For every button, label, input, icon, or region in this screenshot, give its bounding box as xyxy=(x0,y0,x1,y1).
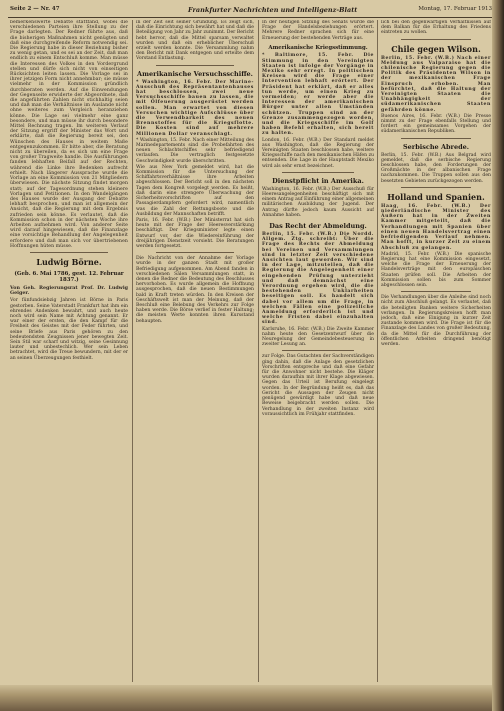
col4-divider-3 xyxy=(401,187,471,188)
feuilleton-byline: Von Geh. Regierungsrat Prof. Dr. Ludwig Geiger. xyxy=(10,284,128,297)
col4-headline-1: Chile gegen Wilson. xyxy=(391,43,481,54)
col2-body-top: in der Zeit seit seiner Gründung. Es zeigt sich, daß die Einrichtung sich bewährt hat und daß die Beteiligung von Jahr zu Jahr zunimmt. Der Bericht hebt hervor, daß die Mittel sparsam verwaltet wurden und daß ein erheblicher Überschuß erzielt werden konnte. Die Versammlung nahm den Bericht mit Dank entgegen und erteilte dem Vorstand Entlastung. xyxy=(136,20,254,62)
feuilleton-body: Vor fünfundsiebzig Jahren ist Börne in Paris gestorben. Seine Vaterstadt Frankfurt hat ihm ein ehrendes Andenken bewahrt, und auch heute noch wird sein Name mit Achtung genannt. Er war einer der ersten, die den Kampf für die Freiheit des Geistes mit der Feder führten, und seine Briefe aus Paris gehören zu den bedeutendsten Zeugnissen jener bewegten Zeit. Sein Stil war scharf und witzig, seine Gesinnung lauter und unbestechlich. Wer sein Leben betrachtet, wird die Treue bewundern, mit der er an seinen Überzeugungen festhielt. xyxy=(10,298,128,361)
col4-headline-3: Holland und Spanien. xyxy=(387,191,485,202)
column-rule-3 xyxy=(377,20,378,682)
column-3 xyxy=(262,20,374,682)
col2-divider-2 xyxy=(156,252,234,253)
col3-article-2: Washington, 16. Febr. (W.B.) Der Ausschuß für Heeresangelegenheiten beschäftigt sich mit einem Antrag auf Einführung einer allgemeinen militärischen Ausbildung der Jugend. Der Antrag dürfte jedoch kaum Aussicht auf Annahme haben. xyxy=(262,186,374,218)
col2-article-2: Paris, 16. Febr. (W.B.) Der Ministerrat hat sich heute mit der Frage der Heeresverstärkung beschäftigt. Der Kriegsminister legte einen Entwurf vor, der die Wiedereinführung der dreijährigen Dienstzeit vorsieht. Die Beratungen werden fortgesetzt. xyxy=(136,217,254,249)
col3-headline-3: Das Recht der Abmeldung. xyxy=(269,222,367,230)
col4-headline-2: Serbische Abrede. xyxy=(402,142,470,151)
feuilleton-title: Ludwig Börne. xyxy=(36,256,102,267)
column-4 xyxy=(381,20,491,682)
col3-article-1b: London, 16. Febr. (W.B.) Der Standard meldet aus Washington, daß die Regierung der Vereinigten Staaten beschlossen habe, weitere Kriegsschiffe nach den mexikanischen Häfen zu entsenden. Die Lage in der Hauptstadt Mexiko wird als sehr ernst bezeichnet. xyxy=(262,137,374,169)
feuilleton-dates: (Geb. 6. Mai 1786, gest. 12. Februar 1837.) xyxy=(14,270,124,284)
col1-divider xyxy=(30,252,108,253)
col2-headline-1: Amerikanische Versuchsschiffe. xyxy=(137,69,253,78)
col3-body-top: In der heutigen Sitzung des Senats wurde die Frage der Handelsbeziehungen erörtert. Mehrere Redner sprachen sich für eine Erneuerung der bestehenden Verträge aus. xyxy=(262,20,374,41)
col4-article-3: Haag, 16. Febr. (W.B.) Der niederländische Minister des Äußern hat in der Zweiten Kammer mitgeteilt, daß die Verhandlungen mit Spanien über einen neuen Handelsvertrag einen befriedigenden Verlauf nehmen. Man hofft, in kurzer Zeit zu einem Abschluß zu gelangen. xyxy=(381,203,491,251)
col2-article-1: * Washington, 16. Febr. Der Marine-Ausschuß des Repräsentantenhauses hat beschlossen, zwei neue Versuchsschiffe bauen zu lassen, die mit Ölfeuerung ausgerüstet werden sollen. Man erwartet von diesen Versuchen wichtige Aufschlüsse über die Verwendbarkeit des neuen Brennstoffes für die Kriegsflotte. Die Kosten sind auf mehrere Millionen Dollar veranschlagt. xyxy=(136,79,254,137)
col4-article-1: Berlin, 15. Febr. (W.B.) Nach einer Meldung aus Valparaiso hat die chilenische Regierung gegen die Politik des Präsidenten Wilson in der mexikanischen Frage Einspruch erhoben. Man befürchtet, daß die Haltung der Vereinigten Staaten die Unabhängigkeit der südamerikanischen Staaten gefährden könne. xyxy=(381,55,491,113)
header-masthead: Frankfurter Nachrichten und Intelligenz-Blatt xyxy=(188,6,358,14)
col3-headline-1: Amerikanische Kriegsstimmung. xyxy=(268,44,368,51)
col3-divider xyxy=(282,172,354,173)
col2-lower: Die Nachricht von der Annahme der Vorlage wurde in der ganzen Stadt mit großer Befriedigung aufgenommen. Am Abend fanden in verschiedenen Sälen Versammlungen statt, in denen die Redner die Bedeutung des Beschlusses hervorhoben. Es wurde allgemein die Hoffnung ausgesprochen, daß die neuen Bestimmungen bald in Kraft treten würden. In den Kreisen der Geschäftswelt ist man der Meinung, daß der Beschluß eine Belebung des Verkehrs zur Folge haben werde. Die Börse verlief in fester Haltung; die meisten Werte konnten ihren Kursstand behaupten. xyxy=(136,256,254,324)
header-date: Montag, 17. Februar 1913 xyxy=(418,6,492,12)
column-rule-2 xyxy=(258,20,259,682)
page-bottom-edge xyxy=(0,685,504,711)
col3-lower: zur Folge. Das Gutachten der Sachverständigen ging dahin, daß die Anlage den gesetzlichen Vorschriften entspreche und daß eine Gefahr für die Anwohner nicht bestehe. Die Kläger wurden daraufhin mit ihrer Klage abgewiesen. Gegen das Urteil ist Berufung eingelegt worden. In der Begründung heißt es, daß das Gericht die Aussagen der Zeugen nicht genügend gewürdigt habe und daß neue Beweise beigebracht werden sollen. Die Verhandlung in der zweiten Instanz wird voraussichtlich im Frühjahr stattfinden. xyxy=(262,354,374,417)
col3-article-3: Berlin, 15. Febr. (W.B.) Die Nordd. Allgem. Ztg. schreibt: Über die Frage des Rechts der Abmeldung bei Vereinen und Versammlungen sind in letzter Zeit verschiedene Ansichten laut geworden. Wir sind in der Lage, mitzuteilen, daß die Regierung die Angelegenheit einer eingehenden Prüfung unterzieht und daß demnächst eine Verordnung ergehen wird, die die bestehenden Unklarheiten beseitigen soll. Es handelt sich dabei vor allem um die Frage, in welchen Fällen eine polizeiliche Anmeldung erforderlich ist und welche Fristen dabei einzuhalten sind. xyxy=(262,232,374,326)
col4-divider-4 xyxy=(401,291,471,292)
book-binding-edge xyxy=(492,0,504,711)
page-header xyxy=(8,3,494,18)
column-2 xyxy=(136,20,254,682)
col2-article-1c: Wie aus New York gemeldet wird, hat die Kommission für die Untersuchung der Schiffahrtsverhältnisse ihre Arbeiten abgeschlossen. Der Bericht soll in den nächsten Tagen dem Kongreß vorgelegt werden. Es heißt, daß darin eine strengere Überwachung der Sicherheitsvorschriften auf den Passagierdampfern gefordert wird, namentlich was die Zahl der Rettungsboote und die Ausbildung der Mannschaften betrifft. xyxy=(136,164,254,217)
col4-divider-2 xyxy=(401,138,471,139)
col4-body-top: lich bei den gegenwärtigen Verhältnissen auf dem Balkan für die Erhaltung des Friedens eintreten zu wollen. xyxy=(381,20,491,36)
column-1 xyxy=(10,20,128,682)
col2-article-1b: * Washington, 15. Febr. Nach einer Mitteilung des Marinedepartements sind die Probefahrten des neuen Schlachtschiffes sehr befriedigend verlaufen. Die vertraglich festgesetzte Geschwindigkeit wurde überschritten. xyxy=(136,137,254,164)
col4-lower: Die Verhandlungen über die Anleihe sind noch nicht zum Abschluß gelangt. Es verlautet, daß die beteiligten Banken weitere Sicherheiten verlangen. In Regierungskreisen hofft man jedoch, daß eine Einigung in kurzer Zeit zustande kommen wird. Die Frage ist für die Finanzlage des Landes von großer Bedeutung, da die Mittel für die Durchführung der öffentlichen Arbeiten dringend benötigt werden. xyxy=(381,295,491,347)
col4-divider xyxy=(401,39,471,40)
col1-body: bemerkenswerte Debatte stattfand, wobei die verschiedenen Parteien ihre Stellung zu der Frage darlegten. Der Redner führte aus, daß die bisherigen Maßnahmen nicht genügten und daß eine durchgreifende Reform notwendig sei. Die Regierung habe in dieser Beziehung bisher zu wenig getan, und es sei an der Zeit, daß man endlich zu einem Entschluß komme. Man müsse die Interessen des Volkes in den Vordergrund stellen und dürfe sich nicht von einseitigen Rücksichten leiten lassen. Die Vorlage sei in ihrer jetzigen Form nicht annehmbar; sie müsse vielmehr in der Kommission gründlich durchberaten werden. Auf die Einwendungen der Gegenseite erwiderte der Abgeordnete, daß die angeführten Zahlen nicht stichhaltig seien und daß man die Verhältnisse im Auslande nicht ohne weiteres zum Vergleich heranziehen könne. Die Lage sei vielmehr eine ganz besondere, und man müsse ihr durch besondere Mittel Rechnung tragen. Im weiteren Verlauf der Sitzung ergriff der Minister das Wort und erklärte, daß die Regierung bereit sei, den Wünschen des Hauses in weitem Maße entgegenzukommen. Er bitte aber, die Beratung nicht zu übereilen, da es sich um eine Frage von großer Tragweite handle. Die Ausführungen fanden lebhaften Beifall auf der Rechten, während die Linke ihre Bedenken aufrecht erhielt. Nach längerer Aussprache wurde die Vorlage an eine Kommission von 21 Mitgliedern überwiesen. Die nächste Sitzung findet morgen statt; auf der Tagesordnung stehen kleinere Vorlagen und Petitionen. In den Wandelgängen des Hauses wurde der Ausgang der Debatte lebhaft besprochen, und man ist allgemein der Ansicht, daß die Regierung mit dem Ergebnis zufrieden sein könne. Es verlautet, daß die Kommission schon in der nächsten Woche ihre Arbeiten aufnehmen wird. Von anderer Seite wird darauf hingewiesen, daß die Finanzlage eine vorsichtige Behandlung der Angelegenheit erfordere und daß man sich vor übertriebenen Hoffnungen hüten müsse. xyxy=(10,20,128,249)
column-rule-1 xyxy=(132,20,133,682)
col3-article-1: * Baltimore, 15. Febr. Die Stimmung in den Vereinigten Staaten ist infolge der Vorgänge in Mexiko sehr erregt. In politischen Kreisen wird die Frage einer Intervention lebhaft erörtert. Der Präsident hat erklärt, daß er alles tun werde, um einen Krieg zu vermeiden; er werde aber die Interessen der amerikanischen Bürger unter allen Umständen schützen. Truppen sind an der Grenze zusammengezogen worden, und die Kriegsschiffe im Golf haben Befehl erhalten, sich bereit zu halten. xyxy=(262,53,374,137)
col3-article-3b: Karlsruhe, 16. Febr. (W.B.) Die Zweite Kammer nahm heute den Gesetzentwurf über die Neuregelung der Gemeindebesteuerung in zweiter Lesung an. xyxy=(262,326,374,348)
col2-divider xyxy=(156,65,234,66)
col4-article-3b: Madrid, 15. Febr. (W.B.) Die spanische Regierung hat eine Kommission eingesetzt, welche die Frage der Erneuerung der Handelsverträge mit den europäischen Staaten prüfen soll. Die Arbeiten der Kommission sollen bis zum Sommer abgeschlossen sein. xyxy=(381,251,491,288)
col3-divider-2 xyxy=(282,350,354,351)
header-page-number: Seite 2 — Nr. 47 xyxy=(10,6,60,12)
col3-headline-2: Dienstpflicht in Amerika. xyxy=(272,176,364,185)
col4-article-1b: Buenos Aires, 16. Febr. (W.B.) Die Presse nimmt zu der Frage ebenfalls Stellung und fordert ein gemeinsames Vorgehen der südamerikanischen Republiken. xyxy=(381,113,491,135)
col4-article-2: Berlin, 15. Febr. (W.B.) Aus Belgrad wird gemeldet, daß die serbische Regierung beschlossen habe, den Forderungen der Großmächte in der albanischen Frage nachzukommen. Die Truppen sollen aus den besetzten Gebieten zurückgezogen werden. xyxy=(381,152,491,184)
